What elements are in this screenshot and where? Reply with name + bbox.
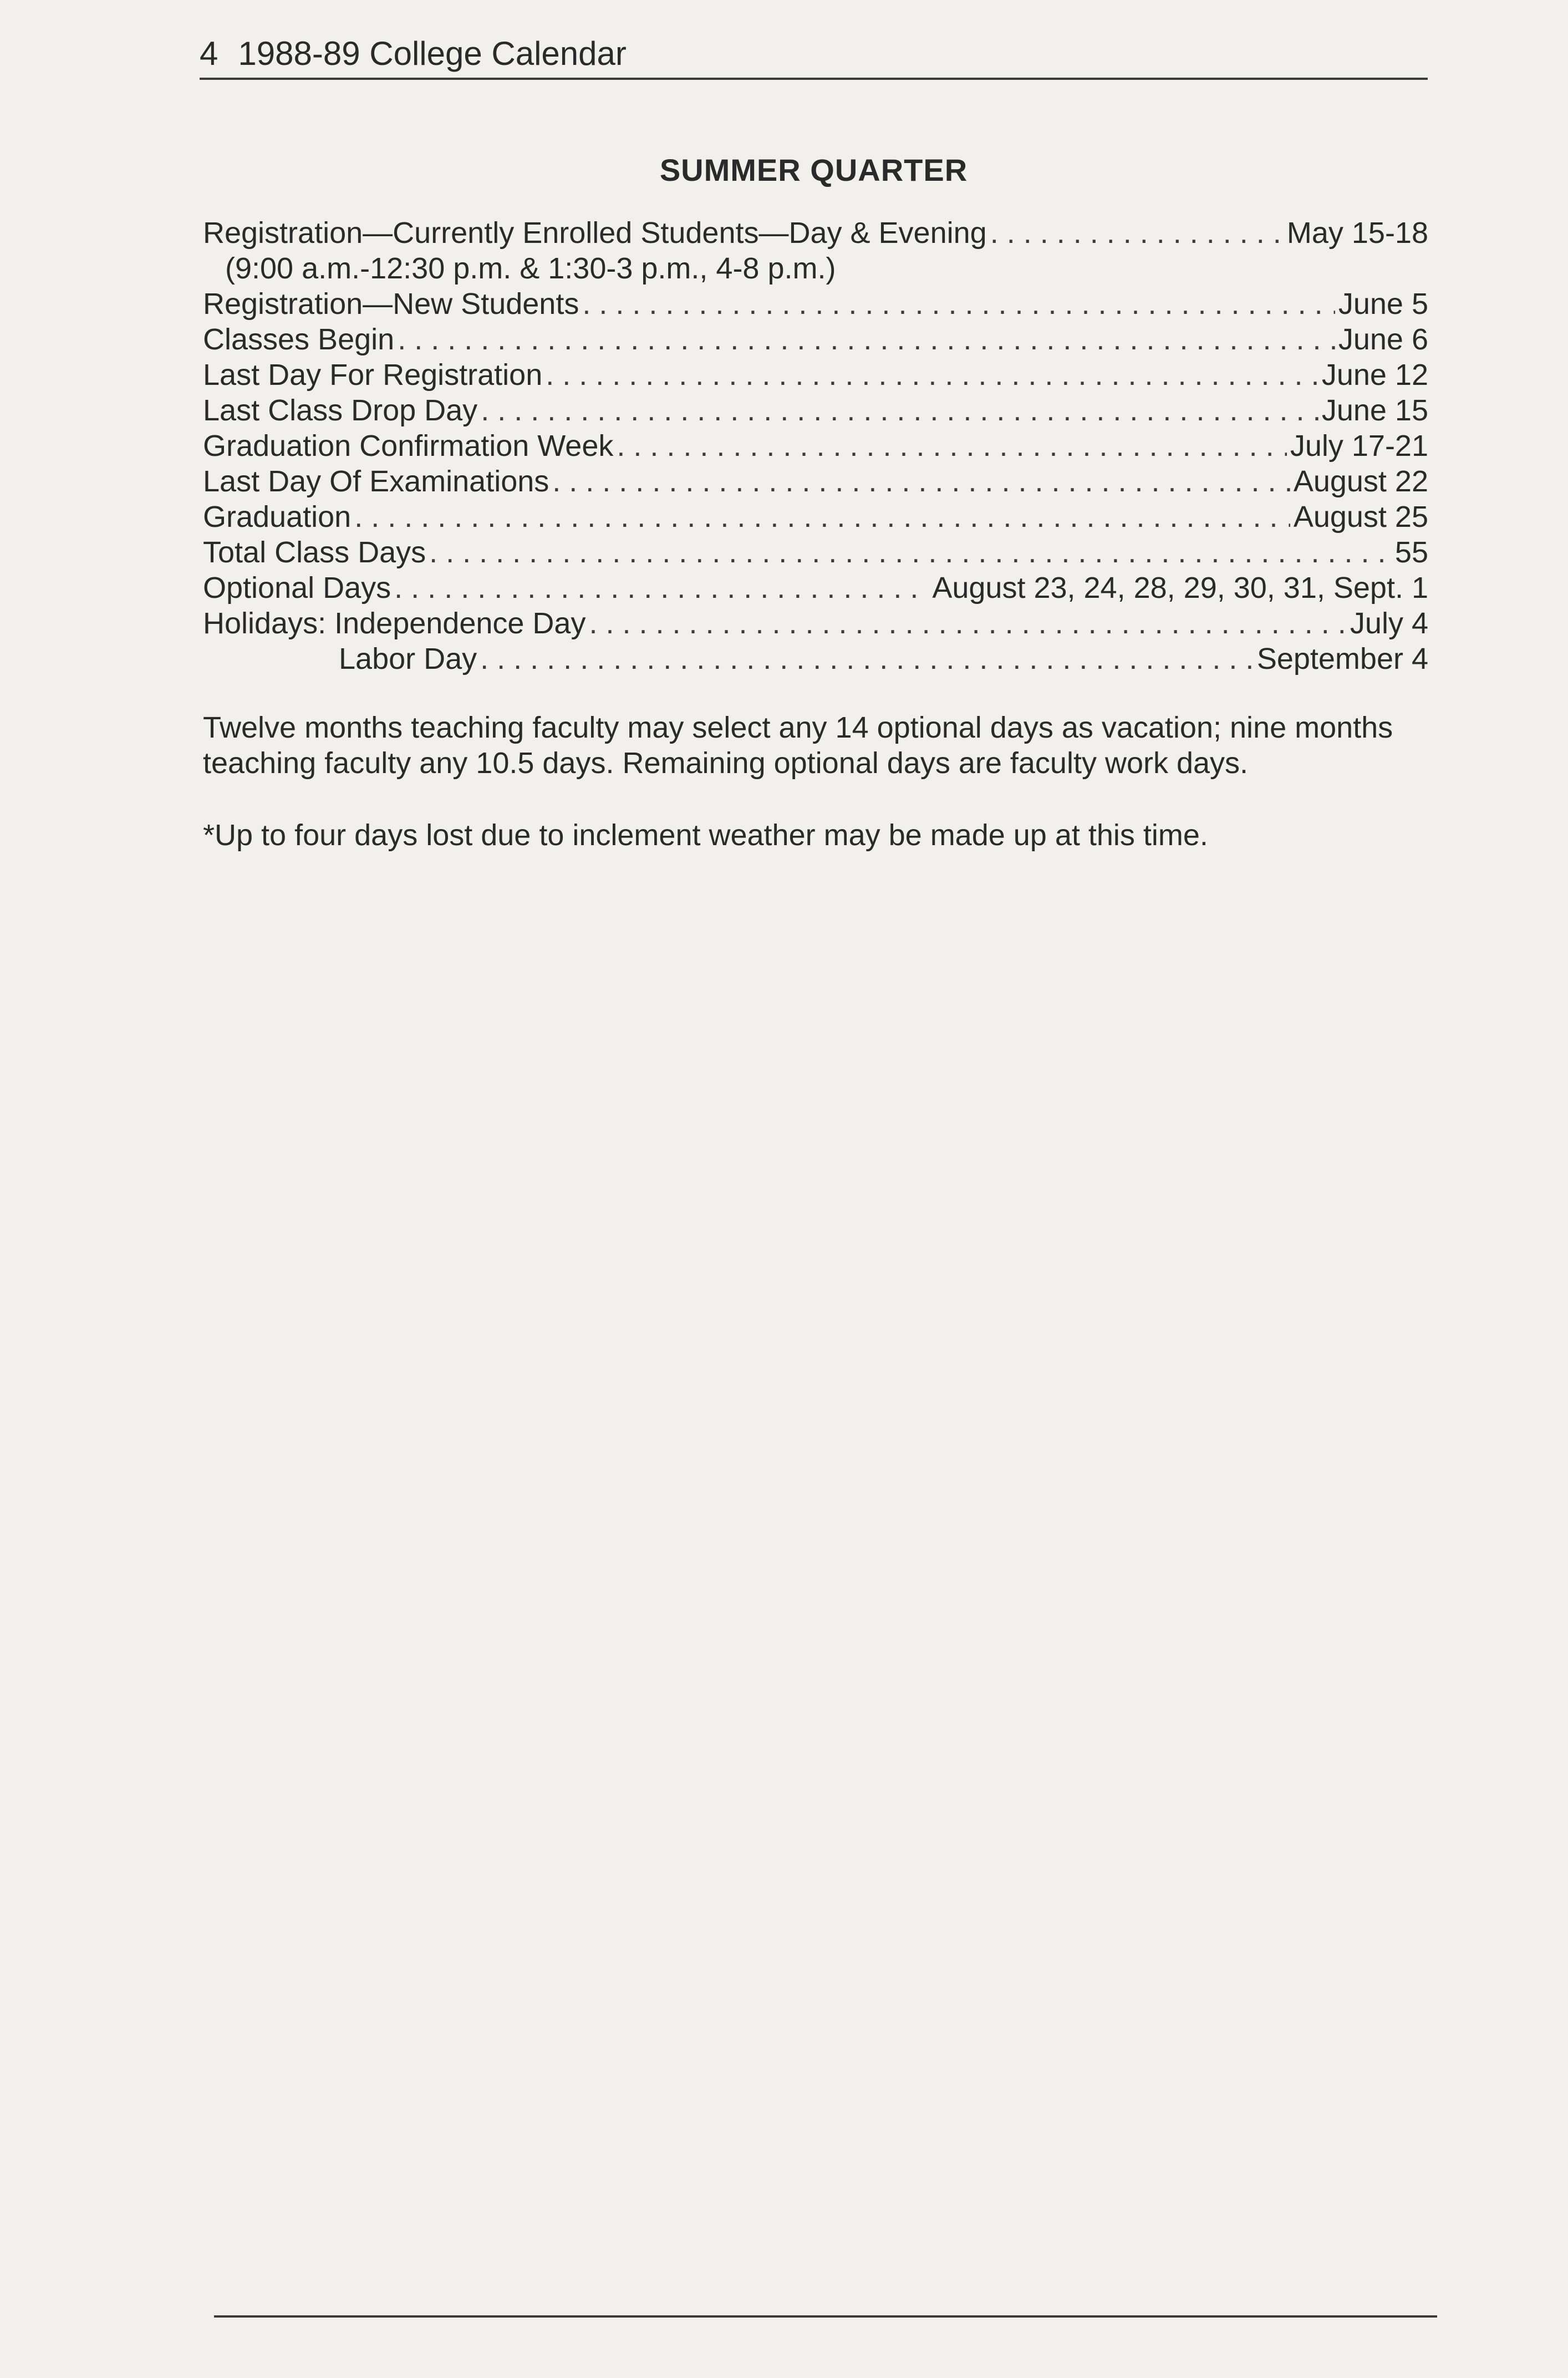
schedule-row-holiday-independence: [203, 606, 1428, 641]
dot-leader: [429, 535, 1392, 570]
row-date: June 5: [1338, 287, 1428, 321]
schedule-row-graduation-confirmation: [203, 428, 1428, 464]
row-label: Total Class Days: [203, 536, 426, 569]
vacation-note: Twelve months teaching faculty may select any 14 optional days as vacation; nine months teaching faculty any 10.5 days. Remaining optional days are faculty work days.: [203, 711, 1393, 780]
header-rule: [200, 78, 1428, 80]
section-title: SUMMER QUARTER: [659, 153, 968, 187]
summer-schedule: [203, 215, 1428, 677]
row-label: Optional Days: [203, 571, 391, 604]
row-label: Classes Begin: [203, 323, 395, 356]
dot-leader: [552, 464, 1290, 499]
page-number: 4: [200, 35, 218, 72]
row-date: July 4: [1350, 607, 1428, 640]
dot-leader: [354, 499, 1290, 535]
row-label: Last Day Of Examinations: [203, 465, 549, 498]
dot-leader: [480, 641, 1254, 677]
row-date: September 4: [1256, 642, 1428, 675]
inclement-weather-footnote: *Up to four days lost due to inclement weather may be made up at this time.: [203, 819, 1208, 852]
row-label: Last Class Drop Day: [203, 394, 478, 427]
registration-hours: (9:00 a.m.-12:30 p.m. & 1:30-3 p.m., 4-8 p.m.): [225, 252, 836, 285]
row-date: July 17-21: [1290, 429, 1428, 463]
schedule-row-registration-current: [203, 215, 1428, 251]
schedule-row-registration-hours: [203, 251, 1428, 286]
dot-leader: [398, 322, 1335, 357]
footer-rule: [214, 2315, 1437, 2318]
document-title: 1988-89 College Calendar: [238, 35, 627, 72]
row-label: Labor Day: [339, 642, 477, 675]
row-label: Last Day For Registration: [203, 358, 543, 392]
row-label: Holidays: Independence Day: [203, 607, 586, 640]
schedule-row-total-class-days: [203, 535, 1428, 570]
schedule-row-last-class-drop: [203, 393, 1428, 428]
row-count: 55: [1394, 536, 1428, 569]
row-date: June 6: [1338, 323, 1428, 356]
row-label: Graduation Confirmation Week: [203, 429, 614, 463]
dot-leader: [546, 357, 1318, 393]
row-label: Graduation: [203, 500, 352, 533]
schedule-row-graduation: [203, 499, 1428, 535]
dot-leader: [617, 428, 1286, 464]
schedule-row-optional-days: [203, 570, 1428, 606]
dot-leader: [582, 286, 1335, 322]
dot-leader: [481, 393, 1318, 428]
schedule-row-registration-new: [203, 286, 1428, 322]
row-date: August 22: [1293, 465, 1428, 498]
row-date: June 12: [1321, 358, 1428, 392]
schedule-row-holiday-labor: [203, 641, 1428, 677]
schedule-row-last-day-exams: [203, 464, 1428, 499]
row-date: June 15: [1321, 394, 1428, 427]
row-date: August 23, 24, 28, 29, 30, 31, Sept. 1: [932, 571, 1428, 604]
dot-leader: [394, 570, 929, 606]
running-header: [200, 34, 1428, 73]
row-label: Registration—New Students: [203, 287, 579, 321]
schedule-row-classes-begin: [203, 322, 1428, 357]
row-date: May 15-18: [1286, 216, 1428, 250]
schedule-row-last-day-registration: [203, 357, 1428, 393]
row-date: August 25: [1293, 500, 1428, 533]
dot-leader: [990, 215, 1284, 251]
row-label: Registration—Currently Enrolled Students—Day & Evening: [203, 216, 987, 250]
dot-leader: [589, 606, 1346, 641]
